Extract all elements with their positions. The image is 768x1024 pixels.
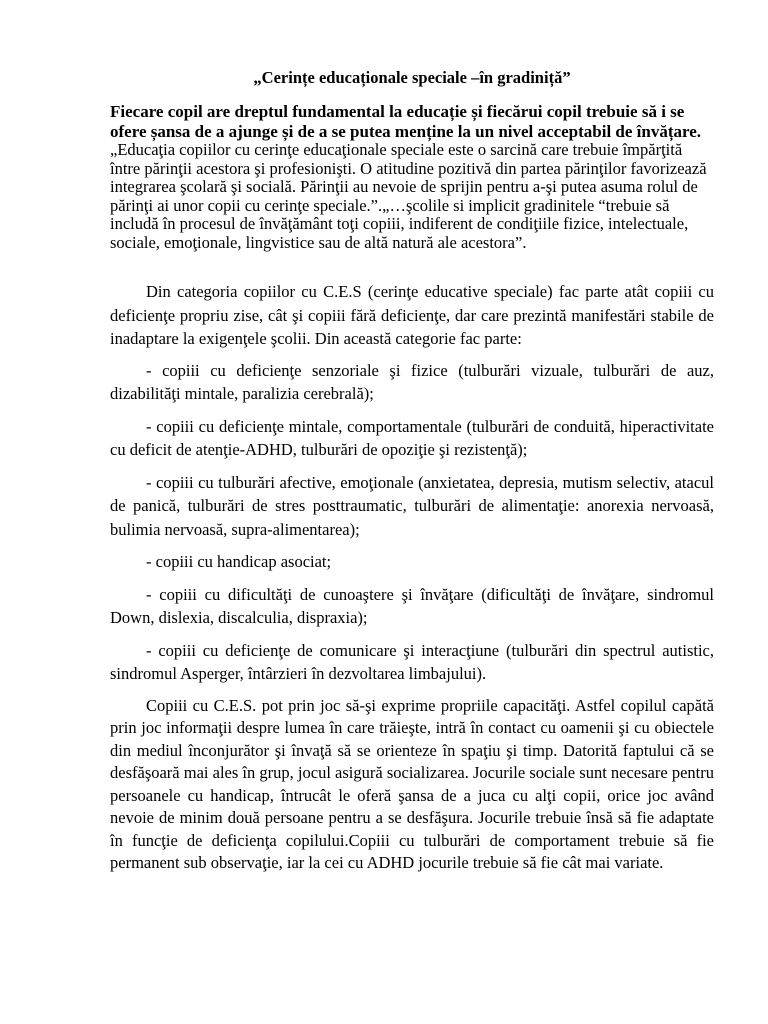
document-page — [110, 68, 714, 875]
list-item: - copiii cu deficienţe mintale, comportamentale (tulburări de conduită, hiperactivitate cu deficit de atenţie-ADHD, tulburări de opoziţie şi rezistenţă); — [110, 416, 714, 459]
intro-bold-statement: Fiecare copil are dreptul fundamental la educație și fiecărui copil trebuie să i se ofere șansa de a ajunge și de a se putea menține la un nivel acceptabil de învățare. — [110, 102, 702, 141]
list-item: - copiii cu dificultăţi de cunoaştere şi învăţare (dificultăţi de învăţare, sindromul Down, dislexia, discalculia, dispraxia); — [110, 584, 714, 627]
list-item: - copiii cu handicap asociat; — [146, 552, 332, 571]
list-item: - copiii cu deficienţe de comunicare şi interacţiune (tulburări din spectrul autistic, sindromul Asperger, întârzieri în dezvoltarea limbajului). — [110, 640, 714, 683]
list-item: - copiii cu tulburări afective, emoţionale (anxietatea, depresia, mutism selectiv, atacul de panică, tulburări de stres posttraumatic, tulburări de alimentaţie: anorexia nervoasă, bulimia nervoasă, supra-alimentarea); — [110, 472, 714, 539]
quote-paragraph: „Educaţia copiilor cu cerinţe educaţionale speciale este o sarcină care trebuie împărţită între părinţii acestora şi profesionişti. O atitudine pozitivă din partea părinţilor favorizează integrarea şcolară şi socială. Părinţii au nevoie de sprijin pentru a-şi putea asuma rolul de părinţi ai unor copii cu cerinţe speciale.”.„…şcolile si implicit gradinitele “trebuie să includă în procesul de învăţământ toţi copiii, indiferent de condiţiile fizice, intelectuale, sociale, emoţionale, lingvistice sau de altă natură ale acestora”. — [110, 140, 707, 252]
body-paragraph-2: Copiii cu C.E.S. pot prin joc să-şi exprime propriile capacităţi. Astfel copilul capătă prin joc informaţii despre lumea în care trăieşte, intră în contact cu oamenii şi cu obiectele din mediul înconjurător şi învaţă să se orienteze în spaţiu şi timp. Datorită faptului că se desfăşoară mai ales în grup, jocul asigură socializarea. Jocurile sociale sunt necesare pentru persoanele cu handicap, întrucât le oferă şansa de a juca cu alţi copii, orice joc având nevoie de minim două persoane pentru a se desfăşura. Jocurile trebuie însă să fie adaptate în funcţie de deficienţa copilului.Copiii cu tulburări de comportament trebuie să fie permanent sub observaţie, iar la cei cu ADHD jocurile trebuie să fie cât mai variate. — [110, 695, 714, 872]
body-paragraph-1: Din categoria copiilor cu C.E.S (cerinţe educative speciale) fac parte atât copiii cu deficienţe propriu zise, cât şi copiii fără deficienţe, dar care prezintă manifestări stabile de inadaptare la exigenţele şcolii. Din această categorie fac parte: — [110, 282, 714, 348]
document-title: „Cerințe educaționale speciale –în gradiniță” — [253, 68, 571, 87]
list-item: - copiii cu deficienţe senzoriale şi fizice (tulburări vizuale, tulburări de auz, dizabilităţi mintale, paralizia cerebrală); — [110, 360, 714, 403]
